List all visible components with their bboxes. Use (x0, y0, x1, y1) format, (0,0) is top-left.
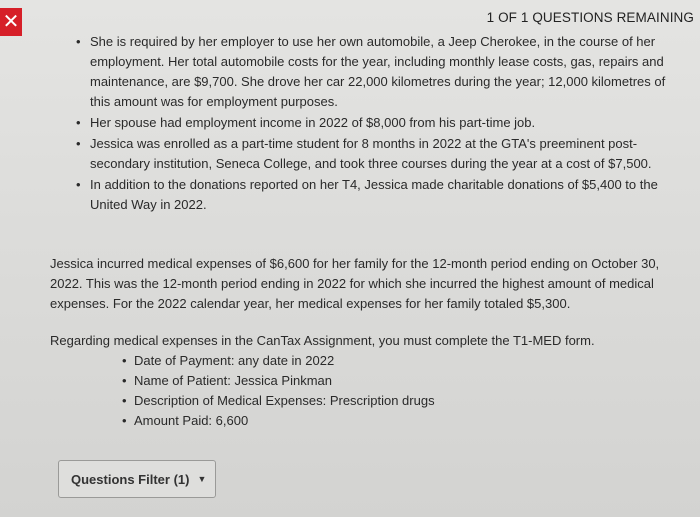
facts-list (80, 32, 670, 216)
list-item: • In addition to the donations reported on her T4, Jessica made charitable donations of $5,400 to the United Way in 2022. (80, 175, 670, 215)
cantax-instructions-paragraph: Regarding medical expenses in the CanTax Assignment, you must complete the T1-MED form. (50, 333, 595, 348)
list-item: • Name of Patient: Jessica Pinkman (128, 371, 435, 391)
questions-filter-dropdown[interactable] (58, 460, 216, 498)
list-item: • Amount Paid: 6,600 (128, 411, 435, 431)
medical-expenses-paragraph: Jessica incurred medical expenses of $6,600 for her family for the 12-month period ending on October 30, 2022. This was the 12-month period ending in 2022 for which she incurred the highest amount of medical expenses. For the 2022 calendar year, her medical expenses for her family totaled $5,300. (50, 256, 660, 311)
list-item: • Description of Medical Expenses: Prescription drugs (128, 391, 435, 411)
medical-details-list (128, 351, 435, 431)
list-item: • Her spouse had employment income in 2022 of $8,000 from his part-time job. (80, 113, 670, 133)
close-button[interactable] (0, 8, 22, 36)
questions-filter-label: Questions Filter (1) (71, 471, 190, 487)
close-icon: ✕ (2, 11, 20, 33)
list-item: • Date of Payment: any date in 2022 (128, 351, 435, 371)
caret-down-icon: ▼ (197, 474, 207, 484)
list-item: • Jessica was enrolled as a part-time student for 8 months in 2022 at the GTA's preeminent post-secondary institution, Seneca College, and took three courses during the year at a cost of $7,500. (80, 134, 670, 174)
questions-remaining-label: 1 OF 1 QUESTIONS REMAINING (486, 10, 694, 25)
list-item: • She is required by her employer to use her own automobile, a Jeep Cherokee, in the course of her employment. Her total automobile costs for the year, including monthly lease costs, gas, repairs and maintenance, are $9,700. She drove her car 22,000 kilometres during the year; 12,000 kilometres of this amount was for employment purposes. (80, 32, 670, 112)
